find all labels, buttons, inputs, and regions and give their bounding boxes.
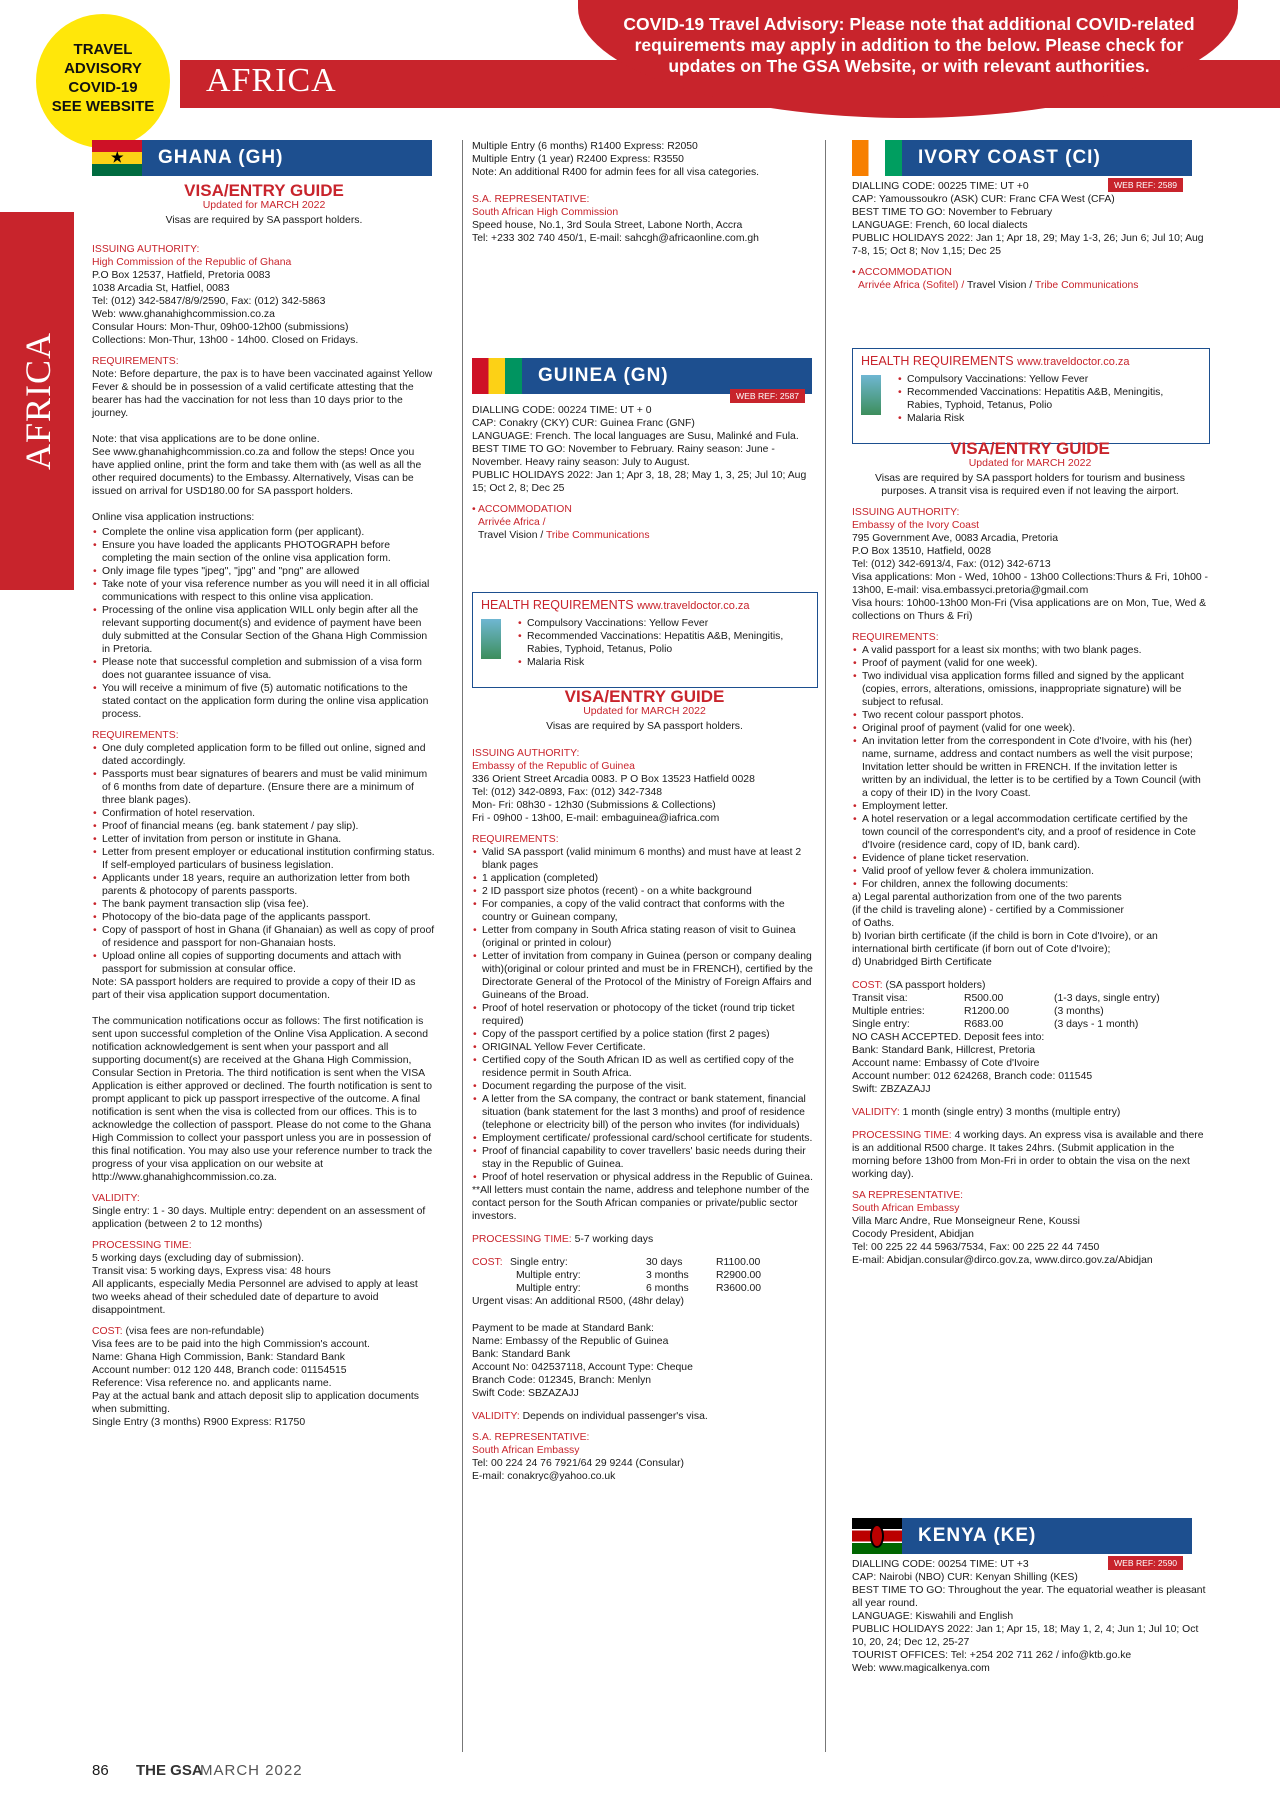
visa-note: Visas are required by SA passport holders. [546,721,743,732]
health-title [481,599,809,613]
cost-table [852,992,1208,1031]
list-item: • A valid passport for a least six months; with two blank pages. [862,644,1208,657]
cost-row [852,1018,1208,1031]
kenya-heading [852,1518,1192,1554]
accommodation-label: • ACCOMMODATION [472,504,572,515]
sa-rep-label: S.A. REPRESENTATIVE: [472,194,590,205]
cost-note: (SA passport holders) [885,980,986,991]
list-item: • Proof of financial capability to cover travellers' basic needs during their stay in the Republic of Guinea. [482,1145,817,1171]
list-item: • Certified copy of the South African ID as well as certified copy of the residence permit in South Africa. [482,1054,817,1080]
list-item: • ORIGINAL Yellow Fever Certificate. [482,1041,817,1054]
requirements-label: REQUIREMENTS: [92,730,179,741]
column-divider [825,140,826,1752]
cost-duration: (3 days - 1 month) [1054,1019,1139,1030]
cost-label: COST: [92,1326,123,1337]
health-url[interactable]: www.traveldoctor.co.za [1017,356,1130,368]
list-item: • Proof of financial means (eg. bank statement / pay slip). [102,820,436,833]
cost-label: COST: [852,980,883,991]
issuing-label: ISSUING AUTHORITY: [92,244,200,255]
cost-duration: (3 months) [1054,1006,1104,1017]
issuing-label: ISSUING AUTHORITY: [852,507,960,518]
cost-price: R500.00 [964,993,1004,1004]
list-item: • Processing of the online visa application WILL only begin after all the relevant supporting document(s) and evidence of payment have been duly submitted at the Consular Section of the Ghana High Commission in Pretoria. [102,604,436,656]
list-item: • Compulsory Vaccinations: Yellow Fever [907,373,1201,386]
requirements-note: Note: SA passport holders are required to provide a copy of their ID as part of their visa application support documentation. The communication notifications occur as follows: The first notification is sent upon successful completion of the Online Visa Application. A second notification acknowledgement is sent when your passport and all supporting document(s) are received at the Ghana High Commission, Consular Section in Pretoria. The third notification is sent when the VISA Application is either approved or declined. The fourth notification is sent to prompt applicant to pick up passport irrespective of the outcome. A final notification is sent when the visa is collected from our offices. This is to acknowledge the collection of passport. Please do not come to the Ghana High Commission to collect your passport unless you are in possession of this final notification. You may also use your reference number to track the progress of your visa application on our website at http://www.ghanahighcommission.co.za. [92,977,433,1183]
ivory-coast-visa [852,439,1208,1269]
country-title: IVORY COAST (CI) [918,147,1101,168]
publication-name: THE GSA [136,1762,203,1779]
visa-note: Visas are required by SA passport holders for tourism and business purposes. A transit visa is required even if not leaving the airport. [875,473,1185,497]
cost-type: Multiple entry: [516,1283,581,1294]
publication-date: MARCH 2022 [200,1762,303,1779]
country-info: DIALLING CODE: 00254 TIME: UT +3 CAP: Nairobi (NBO) CUR: Kenyan Shilling (KES) BEST TIME TO GO: Throughout the year. The equatorial weather is pleasant all year round. LANGUAGE: Kiswahili and English PUBLIC HOLIDAYS 2022: Jan 1; Apr 15, 18; May 1, 2, 4; Jun 1; Jul 10; Oct 10, 20, 24; Dec 12, 25-27 TOURIST OFFICES: Tel: +254 202 711 262 / info@ktb.go.ke Web: www.magicalkenya.com [852,1559,1206,1674]
list-item: • Document regarding the purpose of the visit. [482,1080,817,1093]
payment-details: Payment to be made at Standard Bank: Name: Embassy of the Republic of Guinea Bank: Standard Bank Account No: 042537118, Account Type: Cheque Branch Code: 012345, Branch: Menlyn Swift Code: SBZAZAJJ [472,1323,693,1399]
sa-rep-name: South African Embassy [472,1445,580,1456]
web-ref-badge: WEB REF: 2589 [1108,178,1183,192]
validity-text: Depends on individual passenger's visa. [522,1411,708,1422]
cost-row [472,1256,817,1269]
kenya-content [852,1558,1208,1677]
processing-line [472,1233,817,1246]
list-item: • Two individual visa application forms filled and signed by the applicant (copies, errors, alterations, omissions, inappropriate signature) will be subject to refusal. [862,670,1208,709]
cost-label: COST: [472,1257,503,1268]
accommodation-link[interactable]: Arrivée Africa / [478,517,546,528]
covid-advisory-text: COVID-19 Travel Advisory: Please note that additional COVID-related requirements may apply in addition to the below. Please check for updates on The GSA Website, or with relevant authorities. [623,14,1195,76]
list-item: • Applicants under 18 years, require an authorization letter from both parents & photocopy of parents passports. [102,872,436,898]
ghana-content [92,181,436,1431]
cost-continued: Multiple Entry (6 months) R1400 Express: R2050 Multiple Entry (1 year) R2400 Express: R3550 Note: An additional R400 for admin fees for all visa categories. [472,141,760,178]
badge-line: COVID-19 [68,79,138,96]
cost-price: R1100.00 [716,1257,761,1268]
cost-line [852,979,1208,992]
list-item: • 2 ID passport size photos (recent) - on a white background [482,885,817,898]
list-item: • Upload online all copies of supporting documents and attach with passport for submission at consular office. [102,950,436,976]
cost-note: (visa fees are non-refundable) [125,1326,265,1337]
visa-updated: Updated for MARCH 2022 [583,705,706,717]
cost-table [472,1256,817,1308]
validity-text: Single entry: 1 - 30 days. Multiple entry: dependent on an assessment of application (between 2 to 12 months) [92,1206,426,1230]
requirements-label: REQUIREMENTS: [852,632,939,643]
validity-line [472,1410,817,1423]
health-title-text: HEALTH REQUIREMENTS [861,354,1014,368]
list-item: • Passports must bear signatures of bearers and must be valid minimum of 6 months from date of departure. (Ensure there are a minimum of three blank pages). [102,768,436,807]
badge-line: SEE WEBSITE [51,98,155,115]
issuing-label: ISSUING AUTHORITY: [472,748,580,759]
guinea-health-box [472,592,818,688]
processing-label: PROCESSING TIME: [92,1240,192,1251]
cost-type: Single entry: [852,1019,910,1030]
visa-updated: Updated for MARCH 2022 [202,199,326,211]
list-item: • Proof of payment (valid for one week). [862,657,1208,670]
sa-rep-label: SA REPRESENTATIVE: [852,1190,964,1201]
list-item: • The bank payment transaction slip (visa fee). [102,898,436,911]
list-item: • Malaria Risk [527,656,809,669]
requirements-list [92,742,436,976]
processing-label: PROCESSING TIME: [852,1130,952,1141]
list-item: • Proof of hotel reservation or physical address in the Republic of Guinea. [482,1171,817,1184]
payment-details: NO CASH ACCEPTED. Deposit fees into: Bank: Standard Bank, Hillcrest, Pretoria Account name: Embassy of Cote d'Ivoire Account number: 012 624268, Branch code: 011545 Swift: ZBZAZAJJ [852,1032,1093,1095]
validity-label: VALIDITY: [852,1107,900,1118]
cost-line [92,1325,436,1338]
list-item: • Please note that successful completion and submission of a visa form does not guarantee issuance of visa. [102,656,436,682]
ivory-coast-heading [852,140,1192,176]
issuing-text: P.O Box 12537, Hatfield, Pretoria 0083 1038 Arcadia St, Hatfiel, 0083 Tel: (012) 342-5847/8/9/2590, Fax: (012) 342-5863 Web: www.ghanahighcommission.co.za Consular Hours: Mon-Thur, 09h00-12h00 (submissions) Collections: Mon-Thur, 13h00 - 14h00. Closed on Fridays. [92,270,359,346]
sa-rep-text: Speed house, No.1, 3rd Soula Street, Labone North, Accra Tel: +233 302 740 450/1, E-mail: sahcgh@africaonline.com.gh [472,220,759,244]
urgent-note: Urgent visas: An additional R500, (48hr delay) [472,1296,684,1307]
list-item: • Take note of your visa reference number as you will need it in all official communications with respect to this online visa application. [102,578,436,604]
issuing-text: 336 Orient Street Arcadia 0083. P O Box 13523 Hatfield 0028 Tel: (012) 342-0893, Fax: (012) 342-7348 Mon- Fri: 08h30 - 12h30 (Submissions & Collections) Fri - 09h00 - 13h00, E-mail: embaguinea@iafrica.com [472,774,755,824]
accommodation-label-text: ACCOMMODATION [857,267,952,278]
list-item: • You will receive a minimum of five (5) automatic notifications to the stated contact on the application form during the online visa application process. [102,682,436,721]
validity-label: VALIDITY: [92,1193,140,1204]
processing-text: 5 working days (excluding day of submission). Transit visa: 5 working days, Express visa: 48 hours All applicants, especially Media Personnel are advised to apply at least two weeks ahead of their scheduled date of departure to avoid disappointment. [92,1253,418,1316]
validity-text: 1 month (single entry) 3 months (multiple entry) [902,1107,1121,1118]
badge-line: TRAVEL [73,41,133,58]
list-item: • Evidence of plane ticket reservation. [862,852,1208,865]
country-title: KENYA (KE) [918,1525,1037,1546]
ghana-heading [92,140,432,176]
cost-price: R683.00 [964,1019,1004,1030]
page-number: 86 [92,1762,109,1779]
list-item: • Valid SA passport (valid minimum 6 months) and must have at least 2 blank pages [482,846,817,872]
web-ref-badge: WEB REF: 2590 [1108,1556,1183,1570]
badge-line: ADVISORY [64,60,142,77]
children-requirements: a) Legal parental authorization from one of the two parents (if the child is traveling alone) - certified by a Commissioner of Oaths. b) Ivorian birth certificate (if the child is born in Cote d'Ivoire), or an international birth certificate (if born out of Cote d'Ivoire); d) Unabridged Birth Certificate [852,892,1158,968]
guinea-content [472,404,817,542]
processing-text: 4 working days. An express visa is available and there is an additional R500 charge. It takes 24hrs. (Submit application in the morning before 13h00 from Mon-Fri in order to obtain the visa on the next working day). [852,1130,1204,1180]
cost-text: Visa fees are to be paid into the high Commission's account. Name: Ghana High Commission, Bank: Standard Bank Account number: 012 120 448, Branch code: 01154515 Reference: Visa reference no. and applicants name. Pay at the actual bank and attach deposit slip to application documents when submitting. Single Entry (3 months) R900 Express: R1750 [92,1339,419,1428]
requirements-intro: Note: Before departure, the pax is to have been vaccinated against Yellow Fever & should be in possession of a valid certificate attesting that the bearer has had the vaccination for not less than 10 days prior to the journey. Note: that visa applications are to be done online. See www.ghanahighcommission.co.za and follow the steps! Once you have applied online, print the form and take them with (as well as all the other required documents) to the Embassy. Alternatively, Visas can be issued on arrival for USD180.00 for SA passport holders. Online visa application instructions: [92,369,433,523]
list-item: • Letter of invitation from company in Guinea (person or company dealing with)(original or colour printed and must be in FRENCH), certified by the Directorate General of the Protocol of the Ministry of Foreign Affairs and Guineans of the Broad. [482,950,817,1002]
sa-rep-text: Tel: 00 224 24 76 7921/64 29 9244 (Consular) E-mail: conakryc@yahoo.co.uk [472,1458,685,1482]
issuing-name: High Commission of the Republic of Ghana [92,257,292,268]
web-ref-badge: WEB REF: 2587 [730,389,805,403]
requirements-label: REQUIREMENTS: [92,356,179,367]
cost-type: Transit visa: [852,993,908,1004]
visa-note: Visas are required by SA passport holders. [165,215,363,226]
list-item: • Valid proof of yellow fever & cholera immunization. [862,865,1208,878]
accommodation-link[interactable]: Tribe Communications [545,530,650,541]
list-item: • Recommended Vaccinations: Hepatitis A&B, Meningitis, Rabies, Typhoid, Tetanus, Polio [907,386,1201,412]
list-item: • Letter from company in South Africa stating reason of visit to Guinea (original or printed in colour) [482,924,817,950]
accommodation-link[interactable]: Travel Vision / [966,280,1033,291]
visa-guide-title: VISA/ENTRY GUIDE [564,687,725,706]
cost-row [472,1269,817,1282]
health-url[interactable]: www.traveldoctor.co.za [637,600,750,612]
list-item: • Letter from present employer or educational institution confirming status. If self-employed particulars of business legislation. [102,846,436,872]
list-item: • Copy of passport of host in Ghana (if Ghanaian) as well as copy of proof of residence and passport for non-Ghanaian hosts. [102,924,436,950]
online-steps-list [92,526,436,721]
list-item: • Copy of the passport certified by a police station (first 2 pages) [482,1028,817,1041]
list-item: • Employment letter. [862,800,1208,813]
visa-guide-title: VISA/ENTRY GUIDE [184,181,344,200]
country-info: DIALLING CODE: 00224 TIME: UT + 0 CAP: Conakry (CKY) CUR: Guinea Franc (GNF) LANGUAGE: French. The local languages are Susu, Malinké and Fula. BEST TIME TO GO: November to February. Rainy season: June - November. Heavy rainy season: July to August. PUBLIC HOLIDAYS 2022: Jan 1; Apr 3, 18, 28; May 1, 3, 25; Jul 10; Aug 15; Oct 2, 8; Dec 25 [472,405,807,494]
requirements-list [472,846,817,1184]
issuing-name: Embassy of the Republic of Guinea [472,761,635,772]
cost-price: R3600.00 [716,1283,762,1294]
ghana-continued [472,140,817,247]
travel-doctor-icon [861,375,881,415]
list-item: • For children, annex the following documents: [862,878,1208,891]
list-item: • Only image file types "jpeg", "jpg" and "png" are allowed [102,565,436,578]
ivory-coast-content [852,180,1208,292]
cost-type: Single entry: [510,1257,568,1268]
cost-duration: 3 months [646,1270,689,1281]
sa-rep-name: South African High Commission [472,207,619,218]
processing-line [852,1129,1208,1181]
validity-label: VALIDITY: [472,1411,520,1422]
cost-price: R1200.00 [964,1006,1010,1017]
country-title: GHANA (GH) [158,147,284,168]
kenya-flag-icon [852,1518,902,1554]
health-list [897,373,1201,425]
list-item: • Malaria Risk [907,412,1201,425]
badge-text [36,40,170,116]
requirements-label: REQUIREMENTS: [472,834,559,845]
travel-doctor-icon [481,619,501,659]
column-divider [462,140,463,1752]
sa-rep-text: Villa Marc Andre, Rue Monseigneur Rene, Koussi Cocody President, Abidjan Tel: 00 225 22 44 5963/7534, Fax: 00 225 22 44 7450 E-mail: Abidjan.consular@dirco.gov.za, www.dirco.gov.za/Abidjan [852,1216,1153,1266]
accommodation-links [478,529,817,542]
requirements-list [852,644,1208,891]
list-item: • Employment certificate/ professional card/school certificate for students. [482,1132,817,1145]
guinea-flag-icon [472,358,522,394]
accommodation-label: • ACCOMMODATION [852,267,952,278]
issuing-text: 795 Government Ave, 0083 Arcadia, Pretoria P.O Box 13510, Hatfield, 0028 Tel: (012) 342-6913/4, Fax: (012) 342-6713 Visa applications: Mon - Wed, 10h00 - 13h00 Collections:Thurs & Fri, 10h00 - 13h00, E-mail: visa.embassyci.pretoria@gmail.com Visa hours: 10h00-13h00 Mon-Fri (Visa applications are on Mon, Tue, Wed & collections on Thurs & Fri) [852,533,1208,622]
ivory-coast-flag-icon [852,140,902,176]
processing-label: PROCESSING TIME: [472,1234,572,1245]
list-item: • For companies, a copy of the valid contract that conforms with the country or Guinean company, [482,898,817,924]
list-item: • Confirmation of hotel reservation. [102,807,436,820]
processing-text: 5-7 working days [574,1234,654,1245]
validity-line [852,1106,1208,1119]
list-item: • Ensure you have loaded the applicants PHOTOGRAPH before completing the main section of the online visa application form. [102,539,436,565]
country-info: DIALLING CODE: 00225 TIME: UT +0 CAP: Yamoussoukro (ASK) CUR: Franc CFA West (CFA) BEST TIME TO GO: November to February LANGUAGE: French, 60 local dialects PUBLIC HOLIDAYS 2022: Jan 1; Apr 18, 29; May 1-3, 26; Jun 6; Jul 10; Aug 7-8, 15; Oct 8; Nov 1,15; Dec 25 [852,181,1204,257]
sa-rep-label: S.A. REPRESENTATIVE: [472,1432,590,1443]
list-item: • One duly completed application form to be filled out online, signed and dated accordingly. [102,742,436,768]
cost-duration: (1-3 days, single entry) [1054,993,1160,1004]
accommodation-link[interactable]: Travel Vision / [478,530,544,541]
accommodation-links [858,279,1208,292]
cost-row [852,992,1208,1005]
list-item: • Complete the online visa application form (per applicant). [102,526,436,539]
ghana-flag-icon: ★ [92,140,142,176]
guinea-visa [472,687,817,1485]
health-list [517,617,809,669]
country-title: GUINEA (GN) [538,365,669,386]
ivory-coast-health-box [852,348,1210,444]
health-title [861,355,1201,369]
list-item: • Letter of invitation from person or institute in Ghana. [102,833,436,846]
health-title-text: HEALTH REQUIREMENTS [481,598,634,612]
side-tab-label: AFRICA [18,331,58,471]
list-item: • A letter from the SA company, the contract or bank statement, financial situation (bank statement for the last 3 months) and proof of residence (telephone or electricity bill) of the person who invites (for individuals) [482,1093,817,1132]
visa-updated: Updated for MARCH 2022 [968,457,1092,469]
accommodation-label-text: ACCOMMODATION [477,504,572,515]
cost-type: Multiple entries: [852,1006,925,1017]
list-item: • Proof of hotel reservation or photocopy of the ticket (round trip ticket required) [482,1002,817,1028]
list-item: • Original proof of payment (valid for one week). [862,722,1208,735]
accommodation-link[interactable]: Tribe Communications [1034,280,1139,291]
requirements-note: **All letters must contain the name, address and telephone number of the contact person for the South African companies or private/public sector investors. [472,1185,810,1222]
list-item: • An invitation letter from the correspondent in Cote d'Ivoire, with his (her) name, surname, address and contact numbers as well the visit purpose; Invitation letter should be written in FRENCH. If the invitation letter is written by an individual, the letter is to be certified by a Town Council (with a copy of their ID) in the Ivory Coast. [862,735,1208,800]
cost-type: Multiple entry: [516,1270,581,1281]
issuing-name: Embassy of the Ivory Coast [852,520,980,531]
list-item: • 1 application (completed) [482,872,817,885]
list-item: • Two recent colour passport photos. [862,709,1208,722]
sa-rep-name: South African Embassy [852,1203,960,1214]
list-item: • Photocopy of the bio-data page of the applicants passport. [102,911,436,924]
list-item: • A hotel reservation or a legal accommodation certificate certified by the town council of the correspondent's city, and a proof of residence in Cote d'Ivoire (residence card, copy of ID, bank card). [862,813,1208,852]
section-title: AFRICA [206,62,337,99]
cost-duration: 30 days [646,1257,683,1268]
cost-price: R2900.00 [716,1270,762,1281]
list-item: • Recommended Vaccinations: Hepatitis A&B, Meningitis, Rabies, Typhoid, Tetanus, Polio [527,630,809,656]
cost-duration: 6 months [646,1283,689,1294]
accommodation-link[interactable]: Arrivée Africa (Sofitel) / [858,280,965,291]
cost-row [472,1282,817,1295]
cost-row [852,1005,1208,1018]
visa-guide-title: VISA/ENTRY GUIDE [950,439,1110,458]
list-item: • Compulsory Vaccinations: Yellow Fever [527,617,809,630]
